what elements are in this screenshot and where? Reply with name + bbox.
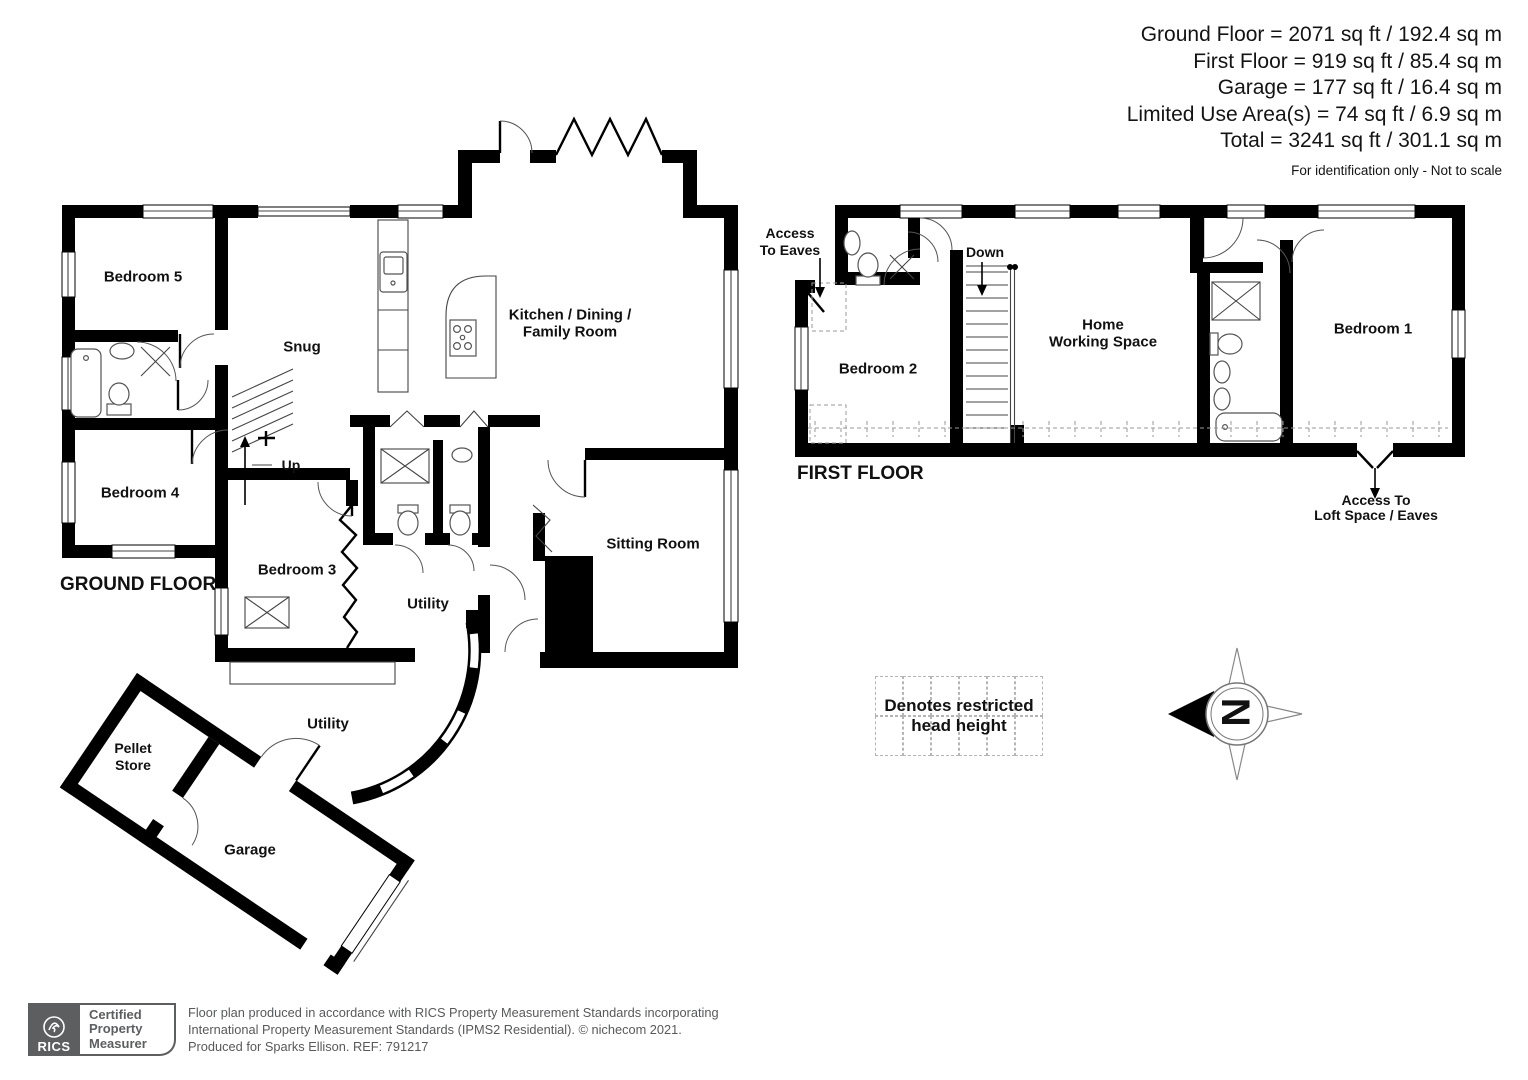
room-label-bedroom-5: Bedroom 5 [103,268,183,286]
footer-disclaimer [188,1003,719,1055]
room-label-utility-2: Utility [307,715,349,733]
room-label-kitchen-line2: Family Room [522,323,618,341]
ground-floor-stairs [232,369,293,505]
restricted-height-legend [875,676,1043,756]
area-line-ground: Ground Floor = 2071 sq ft / 192.4 sq m [1140,23,1502,46]
ground-floor-doors [178,121,585,652]
rics-wordmark: RICS [37,1039,71,1054]
access-loft-label-line2: Loft Space / Eaves [1314,507,1438,523]
badge-line2: Property [89,1021,143,1037]
room-label-home-working-line2: Working Space [1048,333,1158,351]
compass-north-letter: N [1214,697,1259,727]
room-label-pellet-store-line2: Store [115,757,151,773]
access-eaves-label-line1: Access [765,225,815,241]
stairs-down-label: Down [965,244,1005,260]
rics-logo [28,1003,80,1056]
area-line-garage: Garage = 177 sq ft / 16.4 sq m [1217,76,1502,99]
access-loft-label-line1: Access To [1341,492,1411,508]
footer [28,1003,719,1056]
rics-lion-icon [41,1014,67,1040]
legend-text-line2: head height [911,716,1007,735]
room-label-home-working-line1: Home [1082,316,1124,334]
room-label-sitting-room: Sitting Room [606,535,700,553]
room-label-utility-1: Utility [407,595,449,613]
footer-line3: Produced for Sparks Ellison. REF: 791217 [188,1039,429,1054]
first-floor-title: FIRST FLOOR [797,463,924,484]
ground-floor-title: GROUND FLOOR [60,574,217,595]
room-label-garage: Garage [224,841,276,859]
legend-text-line1: Denotes restricted [884,696,1034,715]
access-eaves-label-line2: To Eaves [759,242,821,258]
area-line-first: First Floor = 919 sq ft / 85.4 sq m [1193,49,1502,73]
garage-block [60,638,443,978]
footer-line1: Floor plan produced in accordance with RICS Property Measurement Standards incorporating [188,1005,719,1020]
badge-line1: Certified [89,1006,142,1022]
room-label-pellet-store-line1: Pellet [114,740,152,756]
ground-floor-fixtures [71,220,496,684]
room-label-kitchen-line1: Kitchen / Dining / [508,306,632,324]
badge-line3: Measurer [89,1035,147,1051]
room-label-bedroom-3: Bedroom 3 [257,561,337,579]
certified-measurer-badge [80,1003,176,1056]
area-summary [1127,22,1502,184]
first-floor-stairs [966,264,1018,443]
room-label-bedroom-1: Bedroom 1 [1333,320,1413,338]
curved-passage [352,610,480,798]
room-label-snug: Snug [283,338,321,356]
footer-line2: International Property Measurement Standards (IPMS2 Residential). © nichecom 2021. [188,1022,682,1037]
area-line-limited: Limited Use Area(s) = 74 sq ft / 6.9 sq m [1126,102,1502,126]
area-line-total: Total = 3241 sq ft / 301.1 sq m [1220,129,1502,152]
room-label-bedroom-2: Bedroom 2 [838,360,918,378]
disclaimer-text: For identification only - Not to scale [1291,162,1502,178]
room-label-bedroom-4: Bedroom 4 [100,484,180,502]
stairs-up-label: Up [281,457,301,473]
